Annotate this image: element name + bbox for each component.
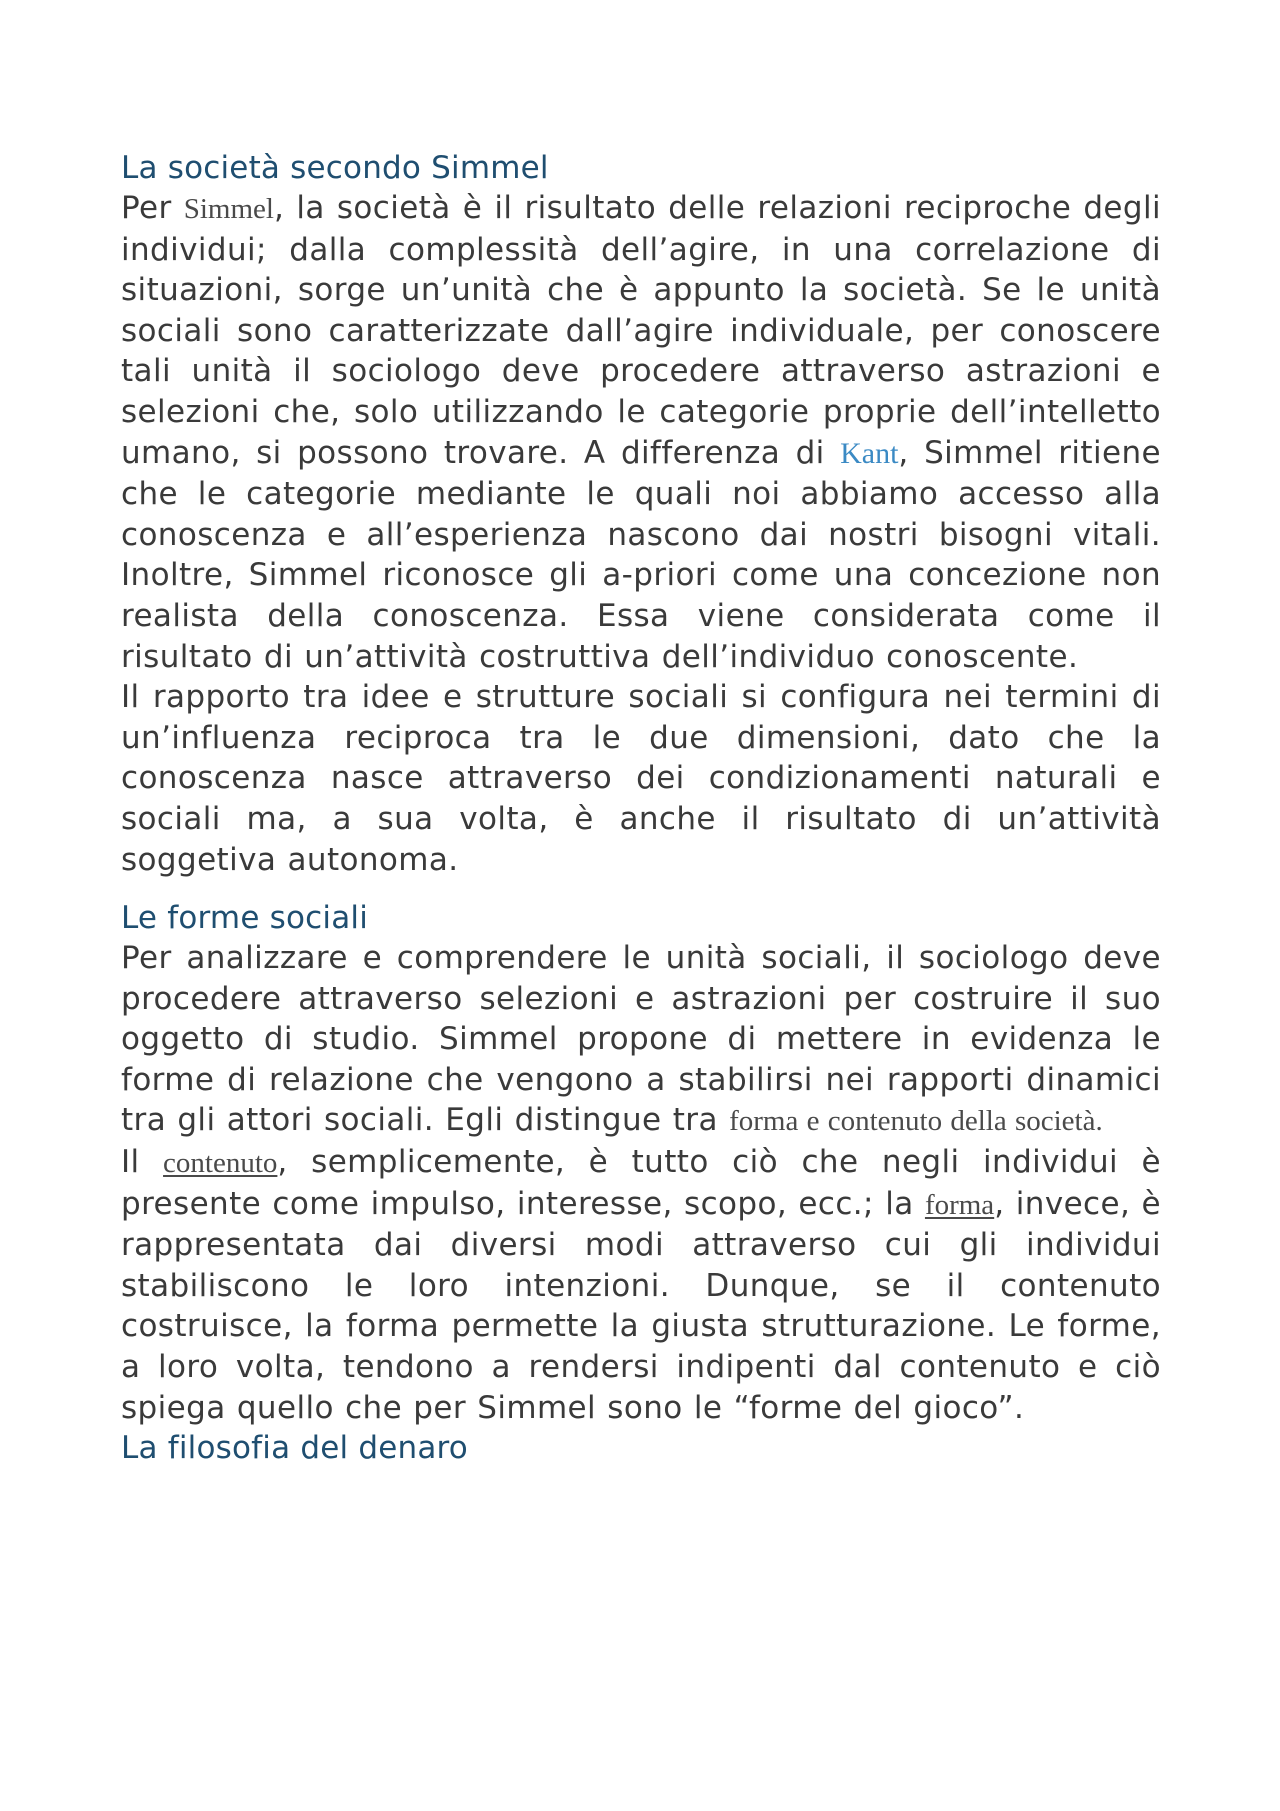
section-heading-societa-simmel: La società secondo Simmel xyxy=(121,150,549,186)
spacer xyxy=(121,880,1161,898)
text-run: , invece, è rappresentata dai diversi modi attraverso cui gli individui stabiliscono le loro intenzioni. Dunque, se il contenuto costruisce, la forma permette la giusta strutturazione. Le forme, a loro volta, tendono a rendersi indipenti dal contenuto e ciò spiega quello che per Simmel sono le “forme del gioco”. xyxy=(121,1185,1162,1426)
text-run: Per xyxy=(121,190,184,226)
text-run: , semplicemente, è tutto ciò che negli individui è presente come impulso, interesse, scopo, ecc.; la xyxy=(121,1144,1162,1222)
paragraph-idee-strutture: Il rapporto tra idee e strutture sociali si configura nei termini di un’influenza reciproca tra le due dimensioni, dato che la conoscenza nasce attraverso dei condizionamenti naturali e sociali ma, a sua volta, è anche il risultato di un’attività soggetiva autonoma. xyxy=(121,679,1161,878)
forma-contenuto-term: forma e contenuto della società. xyxy=(729,1105,1103,1138)
forma-term: forma xyxy=(924,1188,995,1221)
text-run: , Simmel ritiene che le categorie mediante le quali noi abbiamo accesso alla conoscenza e all’esperienza nascono dai nostri bisogni vitali. Inoltre, Simmel riconosce gli a-priori come una concezione non realista della conoscenza. Essa viene considerata come il risultato di un’attività costruttiva dell’individuo conoscente. xyxy=(121,434,1161,675)
contenuto-term: contenuto xyxy=(163,1147,278,1180)
paragraph-forme xyxy=(121,938,1161,1142)
paragraph-societa xyxy=(121,188,1161,677)
paragraph-contenuto-forma xyxy=(121,1142,1161,1428)
simmel-term: Simmel xyxy=(183,193,274,225)
document-content xyxy=(121,148,1161,1468)
text-run: Il xyxy=(121,1144,164,1181)
section-heading-filosofia-denaro: La filosofia del denaro xyxy=(121,1430,468,1467)
kant-link[interactable]: Kant xyxy=(840,436,899,470)
text-run: , la società è il risultato delle relazioni reciproche degli individui; dalla complessità dell’agire, in una correlazione di situazioni, sorge un’unità che è appunto la società. Se le unità sociali sono caratterizzate dall’agire individuale, per conoscere tali unità il sociologo deve procedere attraverso astrazioni e selezioni che, solo utilizzando le categorie proprie dell’intelletto umano, si possono trovare. A differenza di xyxy=(121,190,1161,471)
text-run: Per analizzare e comprendere le unità sociali, il sociologo deve procedere attraverso selezioni e astrazioni per costruire il suo oggetto di studio. Simmel propone di mettere in evidenza le forme di relazione che vengono a stabilirsi nei rapporti dinamici tra gli attori sociali. Egli distingue tra xyxy=(121,940,1161,1139)
section-heading-forme-sociali: Le forme sociali xyxy=(121,900,369,937)
